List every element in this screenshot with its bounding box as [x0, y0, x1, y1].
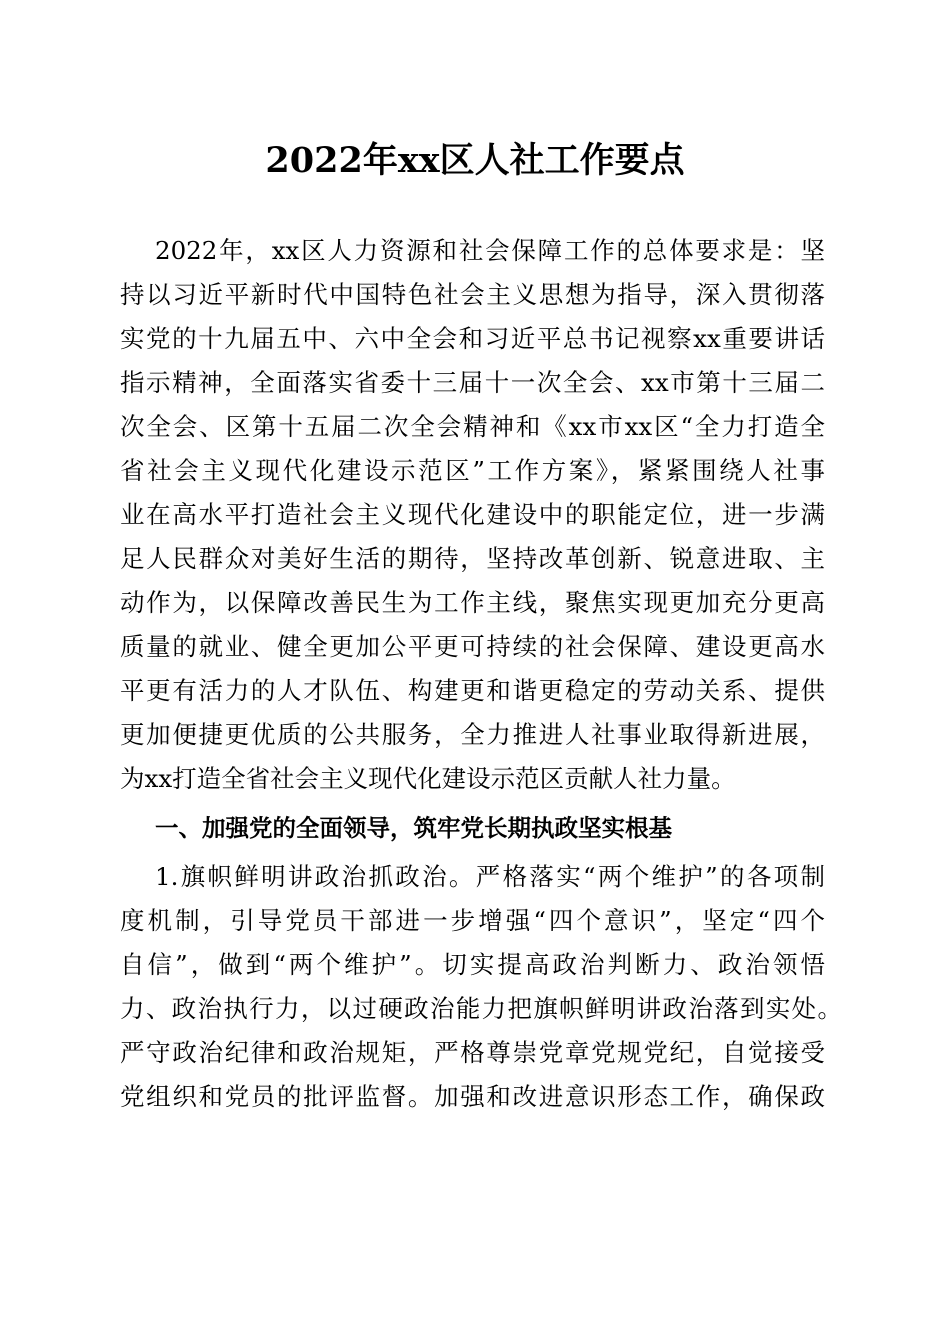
- intro-paragraph-line: 足人民群众对美好生活的期待，坚持改革创新、锐意进取、主: [120, 544, 825, 573]
- item-paragraph-line: 度机制，引导党员干部进一步增强“四个意识”，坚定“四个: [120, 906, 825, 935]
- intro-paragraph-line: 更加便捷更优质的公共服务，全力推进人社事业取得新进展，: [120, 720, 825, 749]
- intro-paragraph-line: 业在高水平打造社会主义现代化建设中的职能定位，进一步满: [120, 500, 825, 529]
- item-paragraph-line: 党组织和党员的批评监督。加强和改进意识形态工作，确保政: [120, 1082, 825, 1111]
- intro-paragraph-line: 质量的就业、健全更加公平更可持续的社会保障、建设更高水: [120, 632, 825, 661]
- item-paragraph-line: 力、政治执行力，以过硬政治能力把旗帜鲜明讲政治落到实处。: [120, 994, 842, 1023]
- intro-paragraph-line: 动作为，以保障改善民生为工作主线，聚焦实现更加充分更高: [120, 588, 825, 617]
- item-paragraph-line: 自信”，做到“两个维护”。切实提高政治判断力、政治领悟: [120, 950, 825, 979]
- intro-paragraph-line: 指示精神，全面落实省委十三届十一次全会、xx市第十三届二: [120, 368, 825, 397]
- intro-paragraph-line: 为xx打造全省社会主义现代化建设示范区贡献人社力量。: [120, 764, 736, 793]
- intro-paragraph-line: 实党的十九届五中、六中全会和习近平总书记视察xx重要讲话: [120, 324, 825, 353]
- intro-paragraph-line: 省社会主义现代化建设示范区”工作方案》，紧紧围绕人社事: [120, 456, 825, 485]
- intro-paragraph-line: 2022年，xx区人力资源和社会保障工作的总体要求是：坚: [155, 236, 825, 265]
- section-heading: 一、加强党的全面领导，筑牢党长期执政坚实根基: [155, 814, 672, 842]
- intro-paragraph-line: 平更有活力的人才队伍、构建更和谐更稳定的劳动关系、提供: [120, 676, 825, 705]
- item-paragraph-line: 严守政治纪律和政治规矩，严格尊崇党章党规党纪，自觉接受: [120, 1038, 825, 1067]
- item-paragraph-line: 1.旗帜鲜明讲政治抓政治。严格落实“两个维护”的各项制: [155, 862, 825, 891]
- intro-paragraph-line: 次全会、区第十五届二次全会精神和《xx市xx区“全力打造全: [120, 412, 825, 441]
- document-title: 2022年xx区人社工作要点: [265, 140, 685, 181]
- intro-paragraph-line: 持以习近平新时代中国特色社会主义思想为指导，深入贯彻落: [120, 280, 825, 309]
